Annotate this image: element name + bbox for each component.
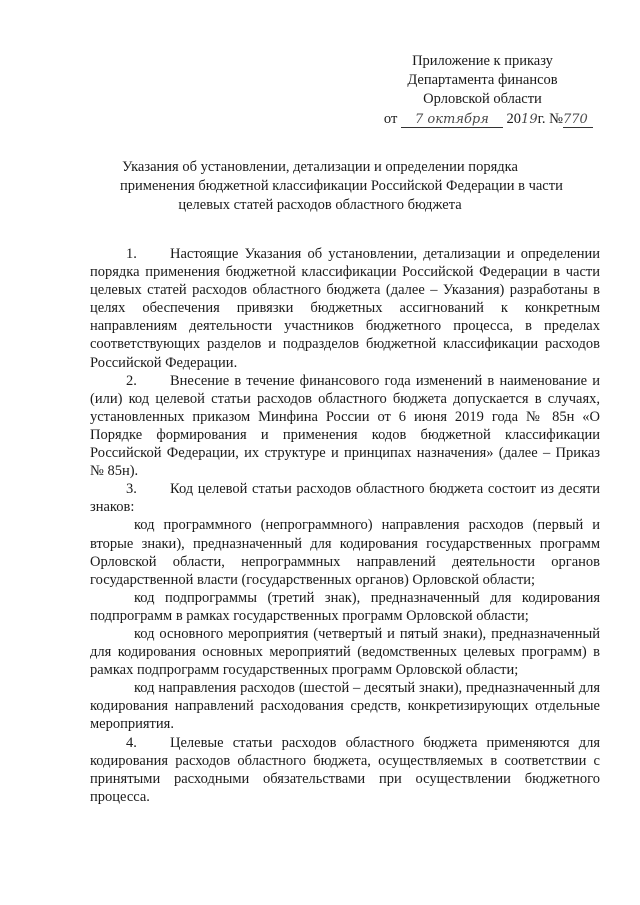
paragraph-number: 4.: [126, 734, 137, 751]
handwritten-order-number: 770: [563, 112, 593, 128]
subitem-main-event-code: код основного мероприятия (четвертый и пятый знаки), предназначенный для кодирования основных мероприятий (ведомственных целевых программ) в рамках подпрограмм государственных программ Орловской области;: [90, 625, 600, 679]
paragraph-2: [90, 372, 600, 481]
handwritten-year: 19: [521, 112, 538, 127]
paragraph-number: 1.: [126, 246, 137, 262]
year-suffix: г. №: [537, 111, 563, 127]
title-line-1: Указания об установлении, детализации и определении порядка: [122, 159, 518, 175]
title-line-3: целевых статей расходов областного бюджета: [178, 197, 462, 213]
subitem-expense-direction-code: код направления расходов (шестой – десятый знаки), предназначенный для кодирования направлений расходования средств, конкретизирующих отдельные мероприятия.: [90, 680, 600, 733]
subitem-program-code: код программного (непрограммного) направления расходов (первый и вторые знаки), предназначенный для кодирования государственных программ Орловской области, непрограммных направлений деятельности органов государственной власти (государственных органов) Орловской области;: [90, 517, 600, 588]
paragraph-3: [90, 480, 600, 516]
paragraph-text: Целевые статьи расходов областного бюджета применяются для кодирования расходов областного бюджета, осуществляемых в соответствии с принятыми расходными обязательствами при осуществлении бюджетного процесса.: [90, 734, 600, 805]
appendix-header: [360, 52, 605, 129]
title-line-2: применения бюджетной классификации Российской Федерации в части: [120, 178, 563, 194]
document-body: [90, 245, 600, 806]
paragraph-text: Код целевой статьи расходов областного бюджета состоит из десяти знаков:: [90, 481, 600, 516]
paragraph-number: 3.: [126, 481, 137, 498]
order-date-line: [360, 110, 605, 129]
paragraph-text: Внесение в течение финансового года изменений в наименование и (или) код целевой статьи расходов областного бюджета допускается в случаях, установленных приказом Минфина России от 6 июня 2019 года № 85н «О Порядке формирования и применения кодов бюджетной классификации Российской Федерации, их структуре и принципах назначения» (далее – Приказ № 85н).: [90, 372, 600, 480]
year-prefix: 20: [506, 111, 522, 127]
document-title: [120, 158, 563, 215]
appendix-line-3: Орловской области: [423, 91, 542, 107]
handwritten-date: 7 октября: [401, 112, 503, 128]
paragraph-number: 2.: [126, 372, 137, 389]
paragraph-1: [90, 245, 600, 372]
paragraph-text: Настоящие Указания об установлении, детализации и определении порядка применения бюджетной классификации Российской Федерации в части целевых статей расходов областного бюджета (далее – Указания) разработаны в целях обеспечения привязки бюджетных ассигнований к конкретным направлениям деятельности участников бюджетного процесса, в пределах соответствующих разделов и подразделов бюджетной классификации расходов Российской Федерации.: [90, 246, 600, 371]
from-label: от: [383, 111, 398, 127]
paragraph-4: [90, 734, 600, 806]
appendix-line-2: Департамента финансов: [407, 72, 558, 88]
subitem-subprogram-code: код подпрограммы (третий знак), предназначенный для кодирования подпрограмм в рамках государственных программ Орловской области;: [90, 589, 600, 624]
appendix-line-1: Приложение к приказу: [412, 53, 553, 69]
